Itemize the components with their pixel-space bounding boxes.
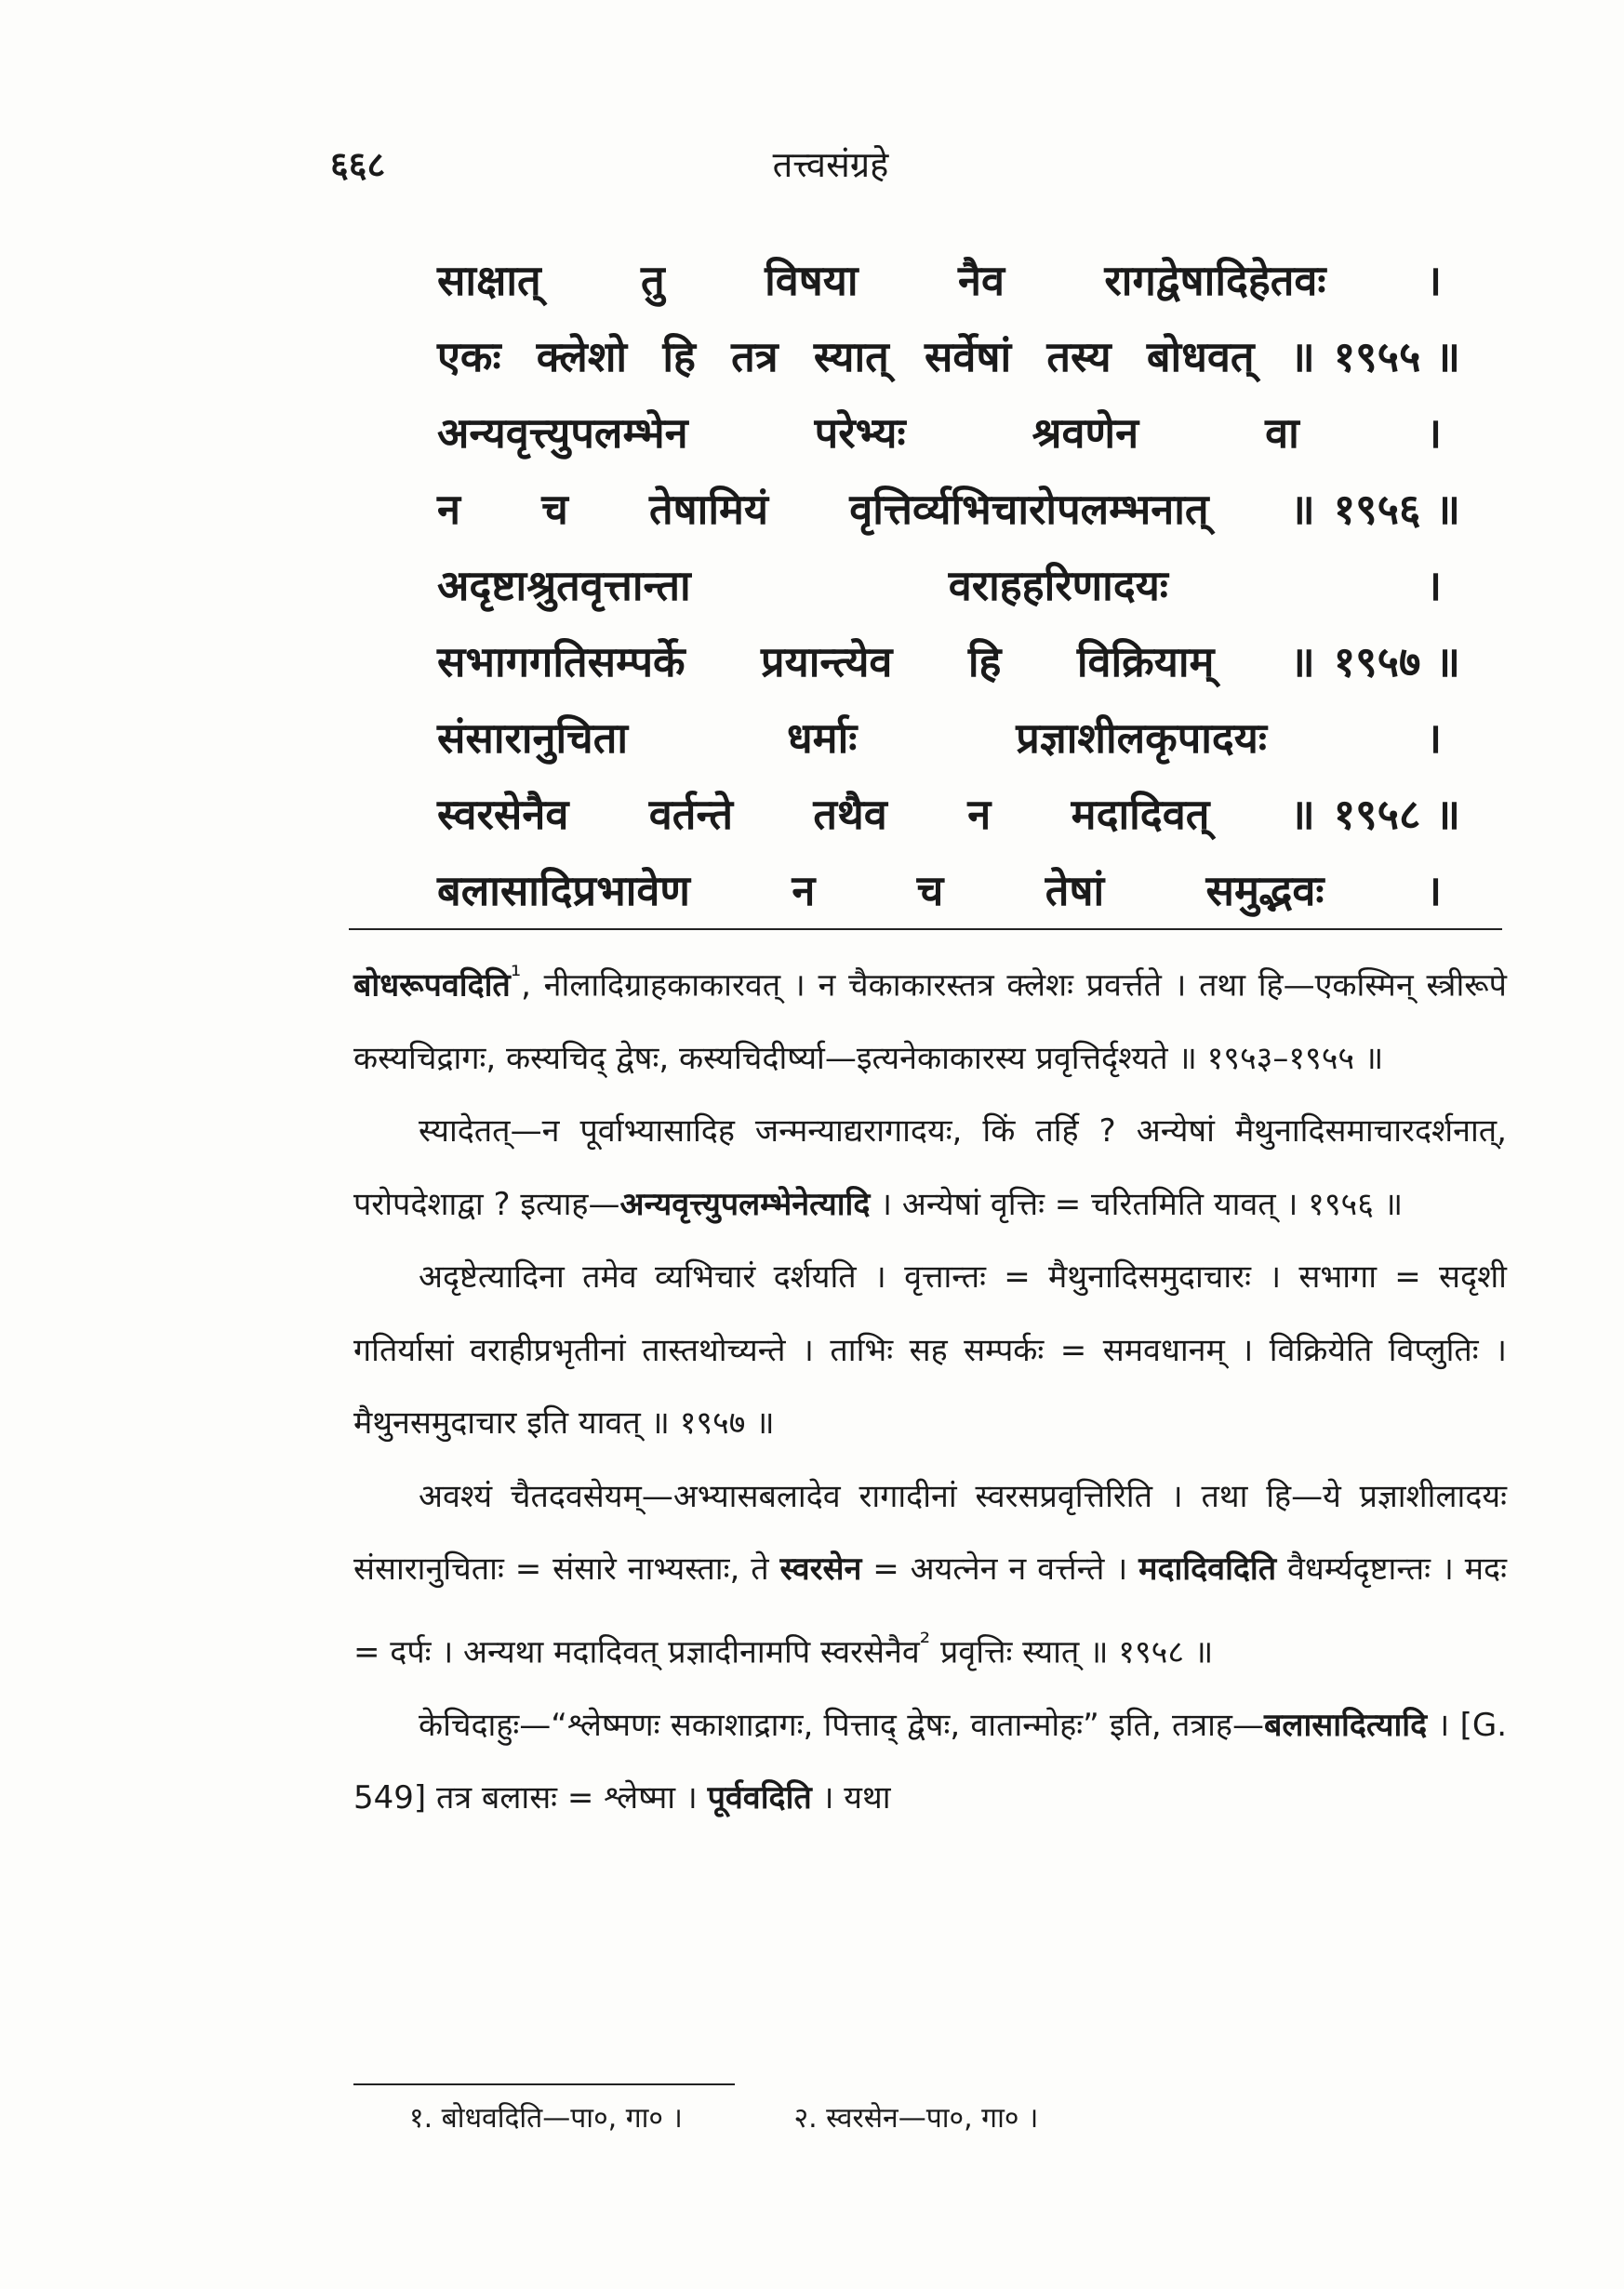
footnotes xyxy=(409,2097,1140,2136)
verse-line xyxy=(437,404,1460,460)
footnote: २. स्वरसेन—पा०, गा० । xyxy=(793,2102,1039,2135)
commentary-text: केचिदाहुः—“श्लेष्मणः सकाशाद्रागः, पित्ताद् द्वेषः, वातान्मोहः” इति, तत्राह— xyxy=(419,1706,1264,1744)
verse-line xyxy=(437,556,1460,613)
commentary-text: अवश्यं चैतदवसेयम्—अभ्यासबलादेव रागादीनां स्वरसप्रवृत्तिरिति । तथा हि—ये प्रज्ञाशीलादयः संसारानुचिताः = संसारे नाभ्यस्ताः, ते xyxy=(353,1477,1507,1589)
verse-line xyxy=(437,785,1460,842)
lemma: बलासादित्यादि xyxy=(1264,1706,1428,1744)
verse-text: स्वरसेनैव वर्तन्ते तथैव न मदादिवत् ॥ xyxy=(437,790,1315,839)
footnote-marker: ¹ xyxy=(510,960,522,991)
verse-commentary-divider xyxy=(349,928,1502,930)
commentary-text: अदृष्टेत्यादिना तमेव व्यभिचारं दर्शयति । वृत्तान्तः = मैथुनादिसमुदाचारः । सभागा = सदृशी गतिर्यासां वराहीप्रभृतीनां तास्तथोच्यन्ते । ताभिः सह सम्पर्कः = समवधानम् । विक्रियेति विप्लुतिः । मैथुनसमुदाचार इति यावत् ॥ १९५७ ॥ xyxy=(353,1258,1507,1443)
verse-number: १९५७ ॥ xyxy=(1333,637,1460,686)
commentary-text: स्यादेतत्—न पूर्वाभ्यासादिह जन्मन्याद्यरागादयः, किं तर्हि ? अन्येषां मैथुनादिसमाचारदर्शनात्, परोपदेशाद्वा ? इत्याह— xyxy=(353,1112,1507,1223)
running-title: तत्त्वसंग्रहे xyxy=(772,144,889,185)
verse-text: एकः क्लेशो हि तत्र स्यात् सर्वेषां तस्य बोधवत् ॥ xyxy=(437,332,1315,381)
commentary-paragraph xyxy=(353,939,1507,1095)
verse-number: १९५५ ॥ xyxy=(1333,332,1460,381)
verse-text: न च तेषामियं वृत्तिर्व्यभिचारोपलम्भनात् ॥ xyxy=(437,485,1315,534)
lemma: स्वरसेन xyxy=(779,1550,862,1589)
commentary-text: । [G. 549] तत्र बलासः = श्लेष्मा । xyxy=(353,1706,1507,1817)
page-number: ६६८ xyxy=(330,144,386,185)
verse-text: अन्यवृत्त्युपलम्भेन परेभ्यः श्रवणेन वा । xyxy=(437,408,1442,458)
commentary-text: । यथा xyxy=(811,1779,891,1817)
verse-line xyxy=(437,632,1460,689)
lemma: बोधरूपवदिति xyxy=(353,966,511,1005)
verse-number: १९५६ ॥ xyxy=(1333,485,1460,534)
verse-line xyxy=(437,861,1460,918)
commentary-paragraph xyxy=(353,1241,1507,1460)
footnote-divider xyxy=(353,2083,735,2085)
footnote-marker: ² xyxy=(919,1626,931,1657)
commentary-text: = अयत्नेन न वर्त्तन्ते । xyxy=(861,1550,1139,1589)
verse-line xyxy=(437,251,1460,308)
verse-text: सभागगतिसम्पर्के प्रयान्त्येव हि विक्रियाम् ॥ xyxy=(437,637,1315,686)
commentary-paragraph xyxy=(353,1689,1507,1835)
verse-text: बलासादिप्रभावेण न च तेषां समुद्भवः । xyxy=(437,866,1442,915)
verse-text: अदृष्टाश्रुतवृत्तान्ता वराहहरिणादयः । xyxy=(437,561,1442,610)
lemma: मदादिवदिति xyxy=(1138,1550,1277,1589)
footnote: १. बोधवदिति—पा०, गा० । xyxy=(409,2102,683,2135)
commentary-text: । अन्येषां वृत्तिः = चरितमिति यावत् । १९५६ ॥ xyxy=(870,1185,1404,1223)
verse-line xyxy=(437,327,1460,384)
verse-text: संसारानुचिता धर्माः प्रज्ञाशीलकृपादयः । xyxy=(437,713,1442,763)
verse-number: १९५८ ॥ xyxy=(1333,790,1460,839)
lemma: पूर्ववदिति xyxy=(707,1779,812,1817)
commentary-paragraph xyxy=(353,1460,1507,1689)
commentary-text: प्रवृत्तिः स्यात् ॥ १९५८ ॥ xyxy=(930,1633,1214,1671)
lemma: अन्यवृत्त्युपलम्भेनेत्यादि xyxy=(619,1185,871,1223)
commentary xyxy=(353,939,1507,1835)
commentary-text: वैधर्म्यदृष्टान्तः । मदः = दर्पः । अन्यथा मदादिवत् प्रज्ञादीनामपि स्वरसेनैव xyxy=(353,1550,1507,1671)
verse-line xyxy=(437,709,1460,765)
commentary-paragraph xyxy=(353,1095,1507,1241)
verse-line xyxy=(437,480,1460,537)
commentary-text: , नीलादिग्राहकाकारवत् । न चैकाकारस्तत्र क्लेशः प्रवर्त्तते । तथा हि—एकस्मिन् स्त्रीरूपे कस्यचिद्रागः, कस्यचिद् द्वेषः, कस्यचिदीर्ष्या—इत्यनेकाकारस्य प्रवृत्तिर्दृश्यते ॥ १९५३–१९५५ ॥ xyxy=(353,966,1507,1077)
verse-text: साक्षात् तु विषया नैव रागद्वेषादिहेतवः । xyxy=(437,256,1442,305)
